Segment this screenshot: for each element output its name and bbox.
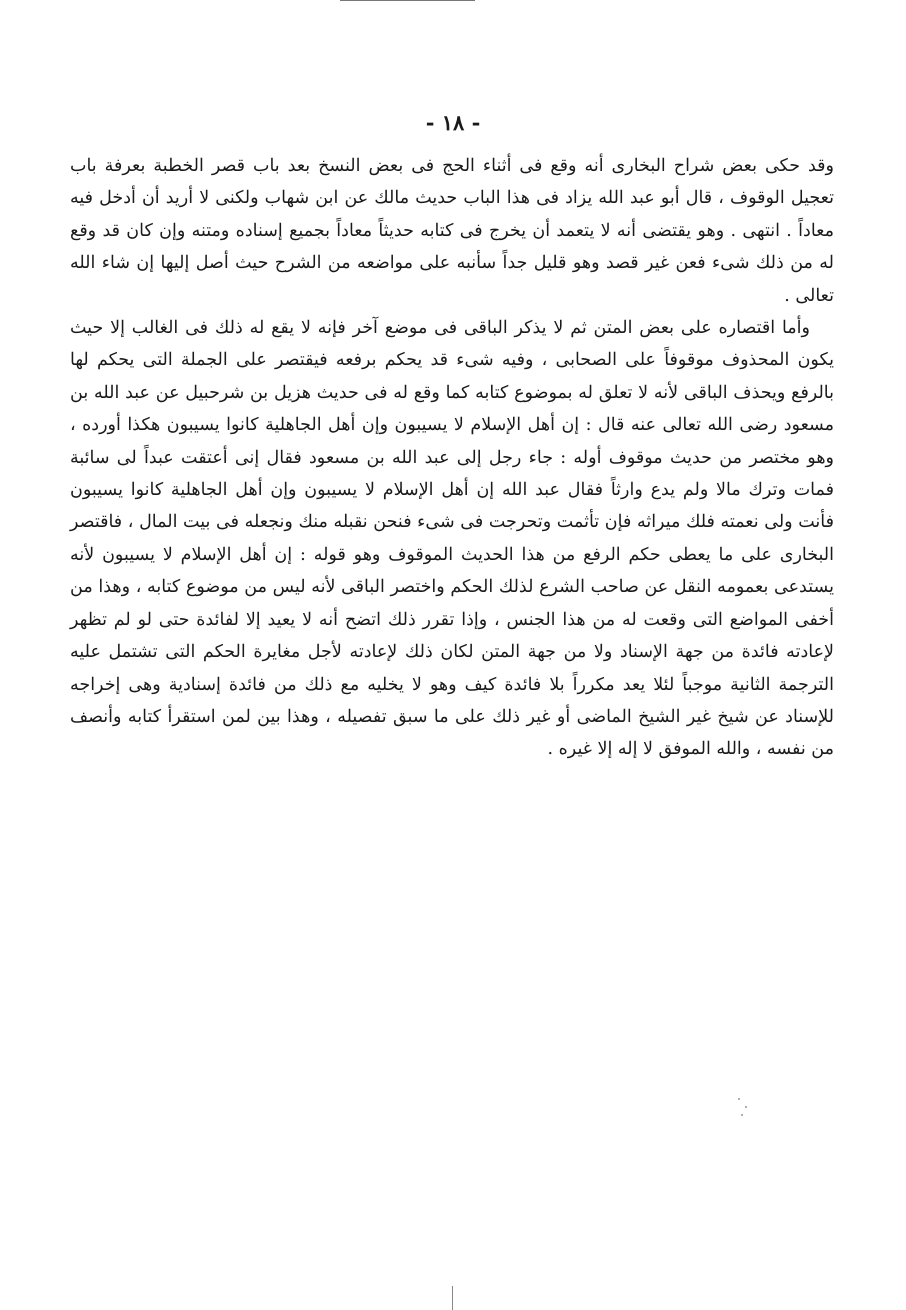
paragraph-1: وقد حكى بعض شراح البخارى أنه وقع فى أثناء الحج فى بعض النسخ بعد باب قصر الخطبة بعرفة باب تعجيل الوقوف ، قال أبو عبد الله يزاد فى هذا الباب حديث مالك عن ابن شهاب ولكنى لا أريد أن أدخل فيه معاداً . انتهى . وهو يقتضى أنه لا يتعمد أن يخرج فى كتابه حديثاً معاداً بجميع إسناده ومتنه وإن كان قد وقع له من ذلك شىء فعن غير قصد وهو قليل جداً سأنبه على مواضعه من الشرح حيث أصل إليها إن شاء الله تعالى . [70, 156, 834, 306]
paragraph-2: وأما اقتصاره على بعض المتن ثم لا يذكر الباقى فى موضع آخر فإنه لا يقع له ذلك فى الغالب إلا حيث يكون المحذوف موقوفاً على الصحابى ، وفيه شىء قد يحكم برفعه فيقتصر على الجملة التى يحكم لها بالرفع ويحذف الباقى لأنه لا تعلق له بموضوع كتابه كما وقع له فى حديث هزيل بن شرحبيل عن عبد الله بن مسعود رضى الله تعالى عنه قال : إن أهل الإسلام لا يسيبون وإن أهل الجاهلية كانوا يسيبون هكذا أورده ، وهو مختصر من حديث موقوف أوله : جاء رجل إلى عبد الله بن مسعود فقال إنى أعتقت عبداً لى سائبة فمات وترك مالا ولم يدع وارثاً فقال عبد الله إن أهل الإسلام لا يسيبون وإن أهل الجاهلية كانوا يسيبون فأنت ولى نعمته فلك ميراثه فإن تأثمت وتحرجت فى شىء فنحن نقبله منك ونجعله فى بيت المال ، فاقتصر البخارى على ما يعطى حكم الرفع من هذا الحديث الموقوف وهو قوله : إن أهل الإسلام لا يسيبون لأنه يستدعى بعمومه النقل عن صاحب الشرع لذلك الحكم واختصر الباقى لأنه ليس من موضوع كتابه ، وهذا من أخفى المواضع التى وقعت له من هذا الجنس ، وإذا تقرر ذلك اتضح أنه لا يعيد إلا لفائدة حتى لو لم تظهر لإعادته فائدة من جهة الإسناد ولا من جهة المتن لكان ذلك لإعادته لأجل مغايرة الحكم التى تشتمل عليه الترجمة الثانية موجباً لئلا يعد مكرراً بلا فائدة كيف وهو لا يخليه مع ذلك من فائدة إسنادية وهى إخراجه للإسناد عن شيخ غير الشيخ الماضى أو غير ذلك على ما سبق تفصيله ، وهذا بين لمن استقرأ كتابه وأنصف من نفسه ، والله الموفق لا إله إلا غيره . [70, 318, 834, 760]
scan-speck [741, 1114, 743, 1116]
scan-speck [745, 1106, 747, 1108]
body-text [70, 150, 834, 766]
page-number: - ١٨ - [425, 110, 481, 135]
top-rule [340, 0, 475, 1]
scan-speck [738, 1098, 740, 1100]
scan-edge-mark [452, 1286, 453, 1310]
